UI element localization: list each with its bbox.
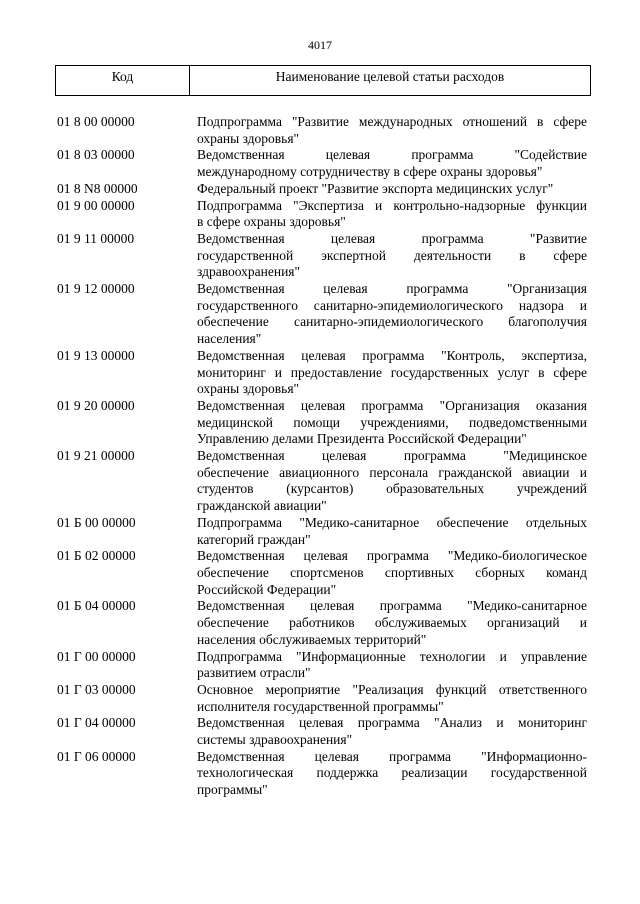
row-name-line: Ведомственная целевая программа "Содействие (197, 147, 587, 163)
row-code: 01 9 21 00000 (57, 448, 135, 464)
row-name-line: развитием отрасли" (197, 665, 311, 681)
row-code: 01 Б 04 00000 (57, 598, 136, 614)
row-name-line: мониторинг и предоставление государственных услуг в сфере (197, 364, 587, 380)
row-name-line: обеспечение санитарно-эпидемиологического благополучия (197, 314, 587, 330)
row-name-line: охраны здоровья" (197, 381, 300, 397)
row-name (197, 114, 587, 147)
row-name-line: Подпрограмма "Экспертиза и контрольно-надзорные функции (197, 197, 587, 213)
row-name-line: Подпрограмма "Информационные технологии и управление (197, 648, 587, 664)
table-row (57, 515, 587, 548)
table-row (57, 749, 587, 799)
row-name-line: Ведомственная целевая программа "Развитие (197, 230, 587, 246)
row-code: 01 8 N8 00000 (57, 180, 138, 196)
row-name (197, 649, 587, 682)
table-row (57, 448, 587, 515)
table-body (57, 114, 587, 799)
table-row (57, 398, 587, 448)
table-row (57, 181, 587, 198)
row-code: 01 Б 00 00000 (57, 514, 136, 530)
row-code: 01 8 03 00000 (57, 147, 135, 163)
row-name-line: Подпрограмма "Медико-санитарное обеспечение отдельных (197, 514, 587, 530)
row-code: 01 Г 00 00000 (57, 648, 136, 664)
row-name-line: Ведомственная целевая программа "Медико-биологическое (197, 548, 587, 564)
table-row (57, 231, 587, 281)
row-name (197, 749, 587, 799)
row-name-line: Федеральный проект "Развитие экспорта медицинских услуг" (197, 180, 554, 196)
table-row (57, 598, 587, 648)
row-code: 01 9 20 00000 (57, 397, 135, 413)
row-name-line: категорий граждан" (197, 531, 311, 547)
row-name-line: Подпрограмма "Развитие международных отношений в сфере (197, 114, 587, 129)
row-name-line: государственного санитарно-эпидемиологического надзора и (197, 297, 587, 313)
row-name-line: медицинской помощи учреждениями, подведомственными (197, 414, 587, 430)
row-name-line: обеспечение авиационного персонала гражданской авиации и (197, 464, 587, 480)
table-row (57, 682, 587, 715)
table-row (57, 649, 587, 682)
row-code: 01 9 00 00000 (57, 197, 135, 213)
row-name-line: Ведомственная целевая программа "Медицинское (197, 448, 587, 464)
row-name (197, 682, 587, 715)
row-code: 01 Б 02 00000 (57, 548, 136, 564)
row-code: 01 9 12 00000 (57, 281, 135, 297)
header-code: Код (56, 66, 190, 95)
table-row (57, 548, 587, 598)
table-row (57, 348, 587, 398)
row-name-line: студентов (курсантов) образовательных учреждений (197, 481, 587, 497)
row-name-line: населения" (197, 331, 262, 347)
row-name-line: программы" (197, 782, 268, 798)
row-name-line: Ведомственная целевая программа "Информационно- (197, 748, 587, 764)
row-name-line: Ведомственная целевая программа "Организация оказания (197, 397, 587, 413)
row-code: 01 Г 06 00000 (57, 748, 136, 764)
row-name-line: охраны здоровья" (197, 130, 300, 146)
row-code: 01 8 00 00000 (57, 114, 135, 129)
row-name-line: Основное мероприятие "Реализация функций ответственного (197, 681, 587, 697)
row-name-line: Ведомственная целевая программа "Контроль, экспертиза, (197, 347, 587, 363)
row-name (197, 147, 587, 180)
row-name (197, 448, 587, 515)
row-name-line: здравоохранения" (197, 264, 301, 280)
row-name-line: исполнителя государственной программы" (197, 698, 444, 714)
row-name-line: населения обслуживаемых территорий" (197, 631, 427, 647)
row-name (197, 231, 587, 281)
table-row (57, 147, 587, 180)
row-name-line: международному сотрудничеству в сфере охраны здоровья" (197, 164, 543, 180)
row-name (197, 515, 587, 548)
row-code: 01 Г 03 00000 (57, 681, 136, 697)
table-row (57, 281, 587, 348)
row-name (197, 548, 587, 598)
row-name-line: Ведомственная целевая программа "Медико-санитарное (197, 598, 587, 614)
row-name-line: технологическая поддержка реализации государственной (197, 765, 587, 781)
row-name-line: Управлению делами Президента Российской Федерации" (197, 431, 527, 447)
row-code: 01 9 11 00000 (57, 230, 135, 246)
table-row (57, 715, 587, 748)
row-name (197, 181, 587, 198)
row-name-line: обеспечение работников обслуживаемых организаций и (197, 615, 587, 631)
table-header (55, 65, 591, 96)
page-number: 4017 (308, 38, 332, 52)
row-name-line: системы здравоохранения" (197, 732, 353, 748)
row-name-line: государственной экспертной деятельности в сфере (197, 247, 587, 263)
row-name (197, 715, 587, 748)
row-name-line: Ведомственная целевая программа "Анализ и мониторинг (197, 715, 587, 731)
row-name (197, 398, 587, 448)
row-name-line: в сфере охраны здоровья" (197, 214, 346, 230)
row-name (197, 348, 587, 398)
row-name-line: Российской Федерации" (197, 581, 337, 597)
row-name (197, 281, 587, 348)
row-name (197, 198, 587, 231)
row-name (197, 598, 587, 648)
row-name-line: обеспечение спортсменов спортивных сборных команд (197, 564, 587, 580)
row-code: 01 9 13 00000 (57, 347, 135, 363)
header-name: Наименование целевой статьи расходов (275, 69, 505, 84)
row-code: 01 Г 04 00000 (57, 715, 136, 731)
row-name-line: Ведомственная целевая программа "Организация (197, 281, 587, 297)
row-name-line: гражданской авиации" (197, 498, 327, 514)
table-row (57, 198, 587, 231)
table-row (57, 114, 587, 147)
